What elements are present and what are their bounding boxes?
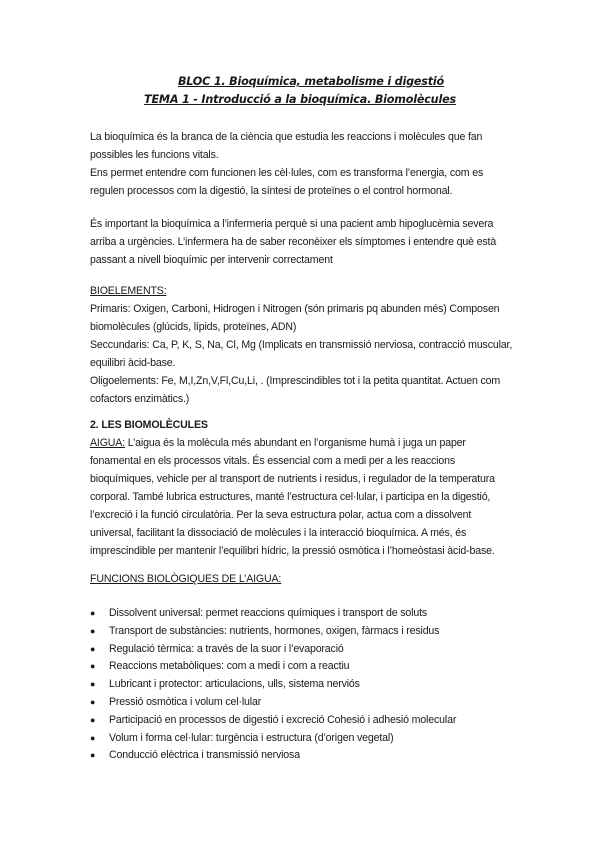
bullet-icon: ● [90,608,96,618]
bioelements-section [90,282,530,408]
text-line: bioquímiques, vehicle per al transport de nutrients i residus, i regulador de la temperatura [90,473,495,485]
text-line: corporal. També lubrica estructures, manté l’estructura cel·lular, i participa en la digestió, [90,491,491,503]
text-line: regulen processos com la digestió, la síntesi de proteïnes o el control hormonal. [90,185,453,197]
aigua-label: AIGUA: [90,437,126,449]
text-line: imprescindible per mantenir l’equilibri hídric, la pressió osmòtica i l’homeòstasi àcid-base. [90,545,495,557]
list-item: ● Lubricant i protector: articulacions, ulls, sistema nerviós [90,676,530,694]
list-item: ● Participació en processos de digestió i excreció Cohesió i adhesió molecular [90,712,530,730]
bullet-icon: ● [90,679,96,690]
list-item: ● Volum i forma cel·lular: turgència i estructura (d’origen vegetal) [90,730,530,748]
tema-title: TEMA 1 - Introducció a la bioquímica. Biomolècules [144,93,456,106]
funcions-heading: FUNCIONS BIOLÒGIQUES DE L’AIGUA: [90,573,282,585]
text-line: Seccundaris: Ca, P, K, S, Na, Cl, Mg (Implicats en transmissió nerviosa, contracció muscular, [90,339,513,351]
text-line: cofactors enzimàtics.) [90,393,190,405]
biomolecules-heading: 2. LES BIOMOLÈCULES [90,419,208,431]
aigua-text: L’aigua és la molècula més abundant en l’organisme humà i juga un paper [125,437,466,449]
text-line: l’excreció i la funció circulatòria. Per la seva estructura polar, actua com a dissolvent [90,509,472,521]
text-line: fonamental en els processos vitals. És essencial com a medi per a les reaccions [90,455,455,467]
text-line: arriba a urgències. L’infermera ha de saber reconèixer els símptomes i entendre què està [90,236,497,248]
bioelements-heading: BIOELEMENTS: [90,285,167,297]
text-line: passant a nivell bioquímic per intervenir correctament [90,254,333,266]
text-line: Primaris: Oxigen, Carboni, Hidrogen i Nitrogen (són primaris pq abunden més) Composen [90,303,500,315]
funcions-list [90,605,530,765]
list-item: ● Transport de substàncies: nutrients, hormones, oxigen, fàrmacs i residus [90,623,530,641]
biomolecules-section [90,416,530,560]
list-item: ● Conducció elèctrica i transmissió nerviosa [90,747,530,765]
bullet-icon: ● [90,625,96,636]
list-item: ● Regulació tèrmica: a través de la suor i l’evaporació [90,641,530,659]
bullet-icon: ● [90,732,96,743]
bullet-icon: ● [90,714,96,725]
text-line: equilibri àcid-base. [90,357,176,369]
bullet-icon: ● [90,643,96,654]
text-line: La bioquímica és la branca de la ciència que estudia les reaccions i molècules que fan [90,131,483,143]
text-line: possibles les funcions vitals. [90,149,219,161]
bullet-icon: ● [90,750,96,761]
list-item: ● Dissolvent universal: permet reaccions químiques i transport de soluts [90,605,530,623]
bloc-title: BLOC 1. Bioquímica, metabolisme i digestió [177,75,445,88]
intro-paragraph-2 [90,215,530,269]
document-header [0,73,600,109]
text-line: biomolècules (glúcids, lípids, proteïnes, ADN) [90,321,297,333]
funcions-heading-block [90,570,530,588]
text-line: Oligoelements: Fe, M,I,Zn,V,Fl,Cu,Li, . (Imprescindibles tot i la petita quantitat. Actuen com [90,375,501,387]
text-line: Ens permet entendre com funcionen les cèl·lules, com es transforma l’energia, com es [90,167,484,179]
text-line: És important la bioquímica a l’infermeria perquè si una pacient amb hipoglucèmia severa [90,218,494,230]
bullet-icon: ● [90,661,96,672]
list-item: ● Pressió osmòtica i volum cel·lular [90,694,530,712]
text-line: universal, facilitant la dissociació de molècules i la interacció bioquímica. A més, és [90,527,467,539]
bullet-icon: ● [90,696,96,707]
text-line [90,434,530,452]
list-item: ● Reaccions metabòliques: com a medi i com a reactiu [90,658,530,676]
intro-paragraph-1 [90,128,530,200]
